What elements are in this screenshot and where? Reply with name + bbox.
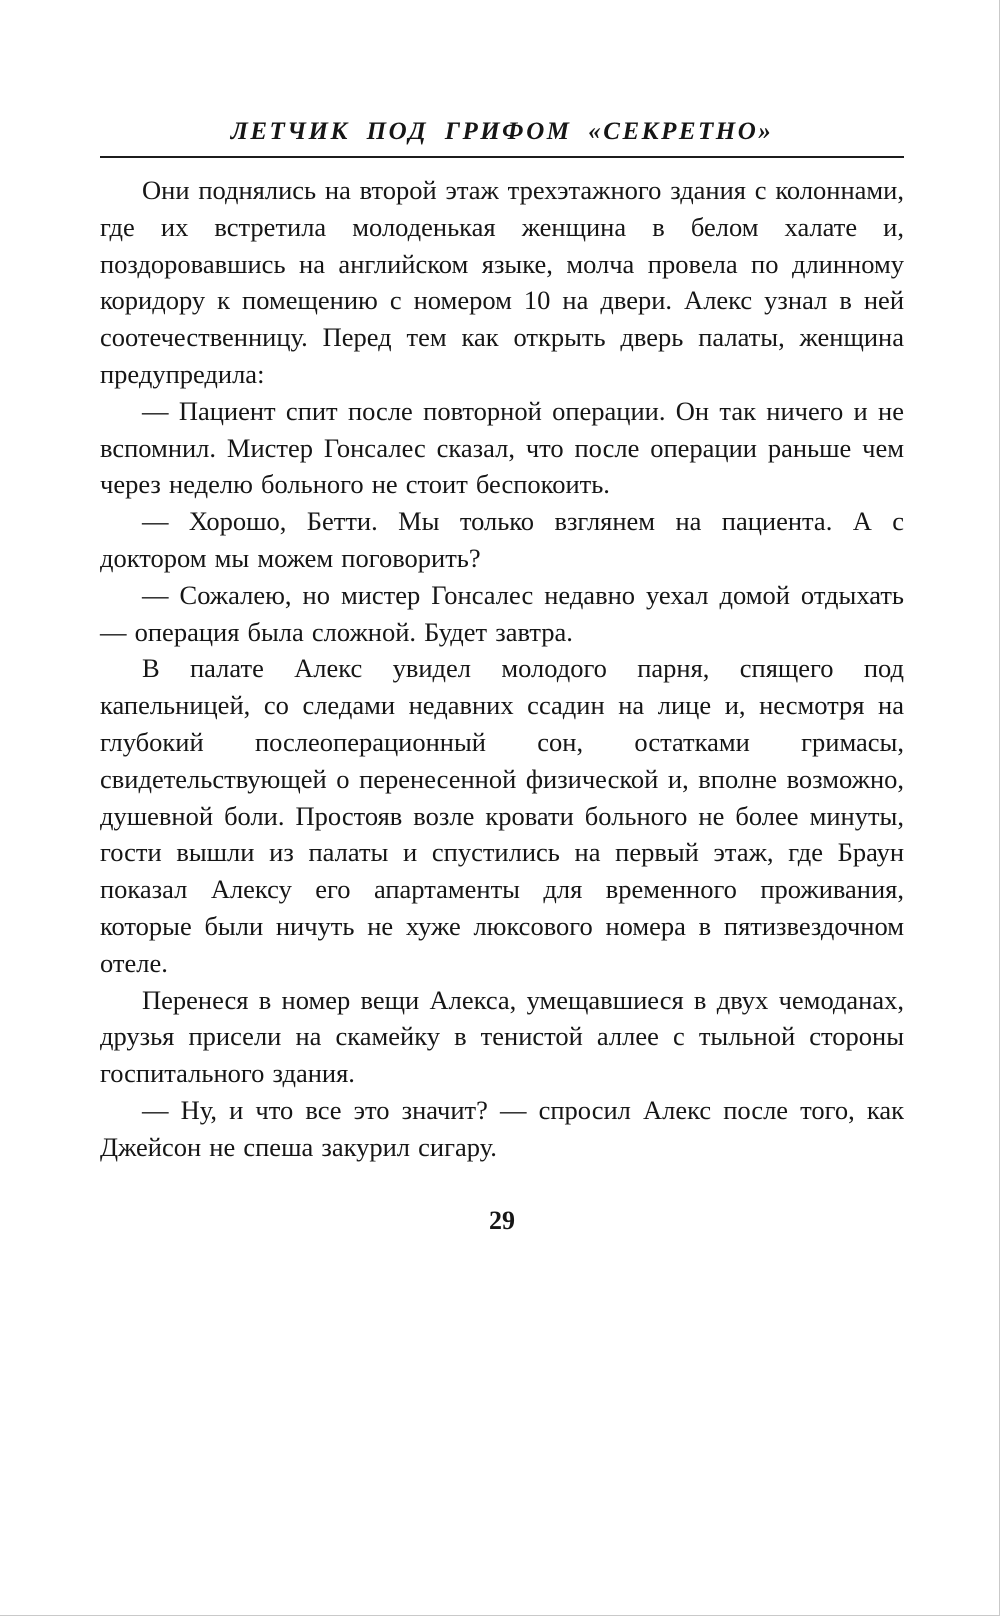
page-body xyxy=(100,172,904,1166)
paragraph: В палате Алекс увидел молодого парня, спящего под капельницей, со следами недавних ссадин на лице и, несмотря на глубокий послеоперационный сон, остатками гримасы, свидетельствующей о перенесенной физической и, вполне возможно, душевной боли. Простояв возле кровати больного не более минуты, гости вышли из палаты и спустились на первый этаж, где Браун показал Алексу его апартаменты для временного проживания, которые были ничуть не хуже люксового номера в пятизвездочном отеле. xyxy=(100,653,904,978)
running-title: ЛЕТЧИК ПОД ГРИФОМ «СЕКРЕТНО» xyxy=(230,118,774,145)
paragraph: — Сожалею, но мистер Гонсалес недавно уехал домой отдыхать — операция была сложной. Будет завтра. xyxy=(100,579,904,647)
page-number: 29 xyxy=(489,1205,515,1235)
paragraph: — Хорошо, Бетти. Мы только взглянем на пациента. А с доктором мы можем поговорить? xyxy=(100,506,904,573)
paragraph: — Пациент спит после повторной операции. Он так ничего и не вспомнил. Мистер Гонсалес сказал, что после операции раньше чем через неделю больного не стоит беспокоить. xyxy=(100,395,904,500)
page-header xyxy=(100,118,904,158)
paragraph: Перенеся в номер вещи Алекса, умещавшиеся в двух чемоданах, друзья присели на скамейку в тенистой аллее с тыльной стороны госпитального здания. xyxy=(100,984,904,1089)
header-rule xyxy=(100,156,904,158)
paragraph: Они поднялись на второй этаж трехэтажного здания с колоннами, где их встретила молоденькая женщина в белом халате и, поздоровавшись на английском языке, молча провела по длинному коридору к помещению с номером 10 на двери. Алекс узнал в ней соотечественницу. Перед тем как открыть дверь палаты, женщина предупредила: xyxy=(100,175,904,389)
paragraph: — Ну, и что все это значит? — спросил Алекс после того, как Джейсон не спеша закурил сигару. xyxy=(100,1094,904,1162)
page-footer xyxy=(100,1206,904,1236)
